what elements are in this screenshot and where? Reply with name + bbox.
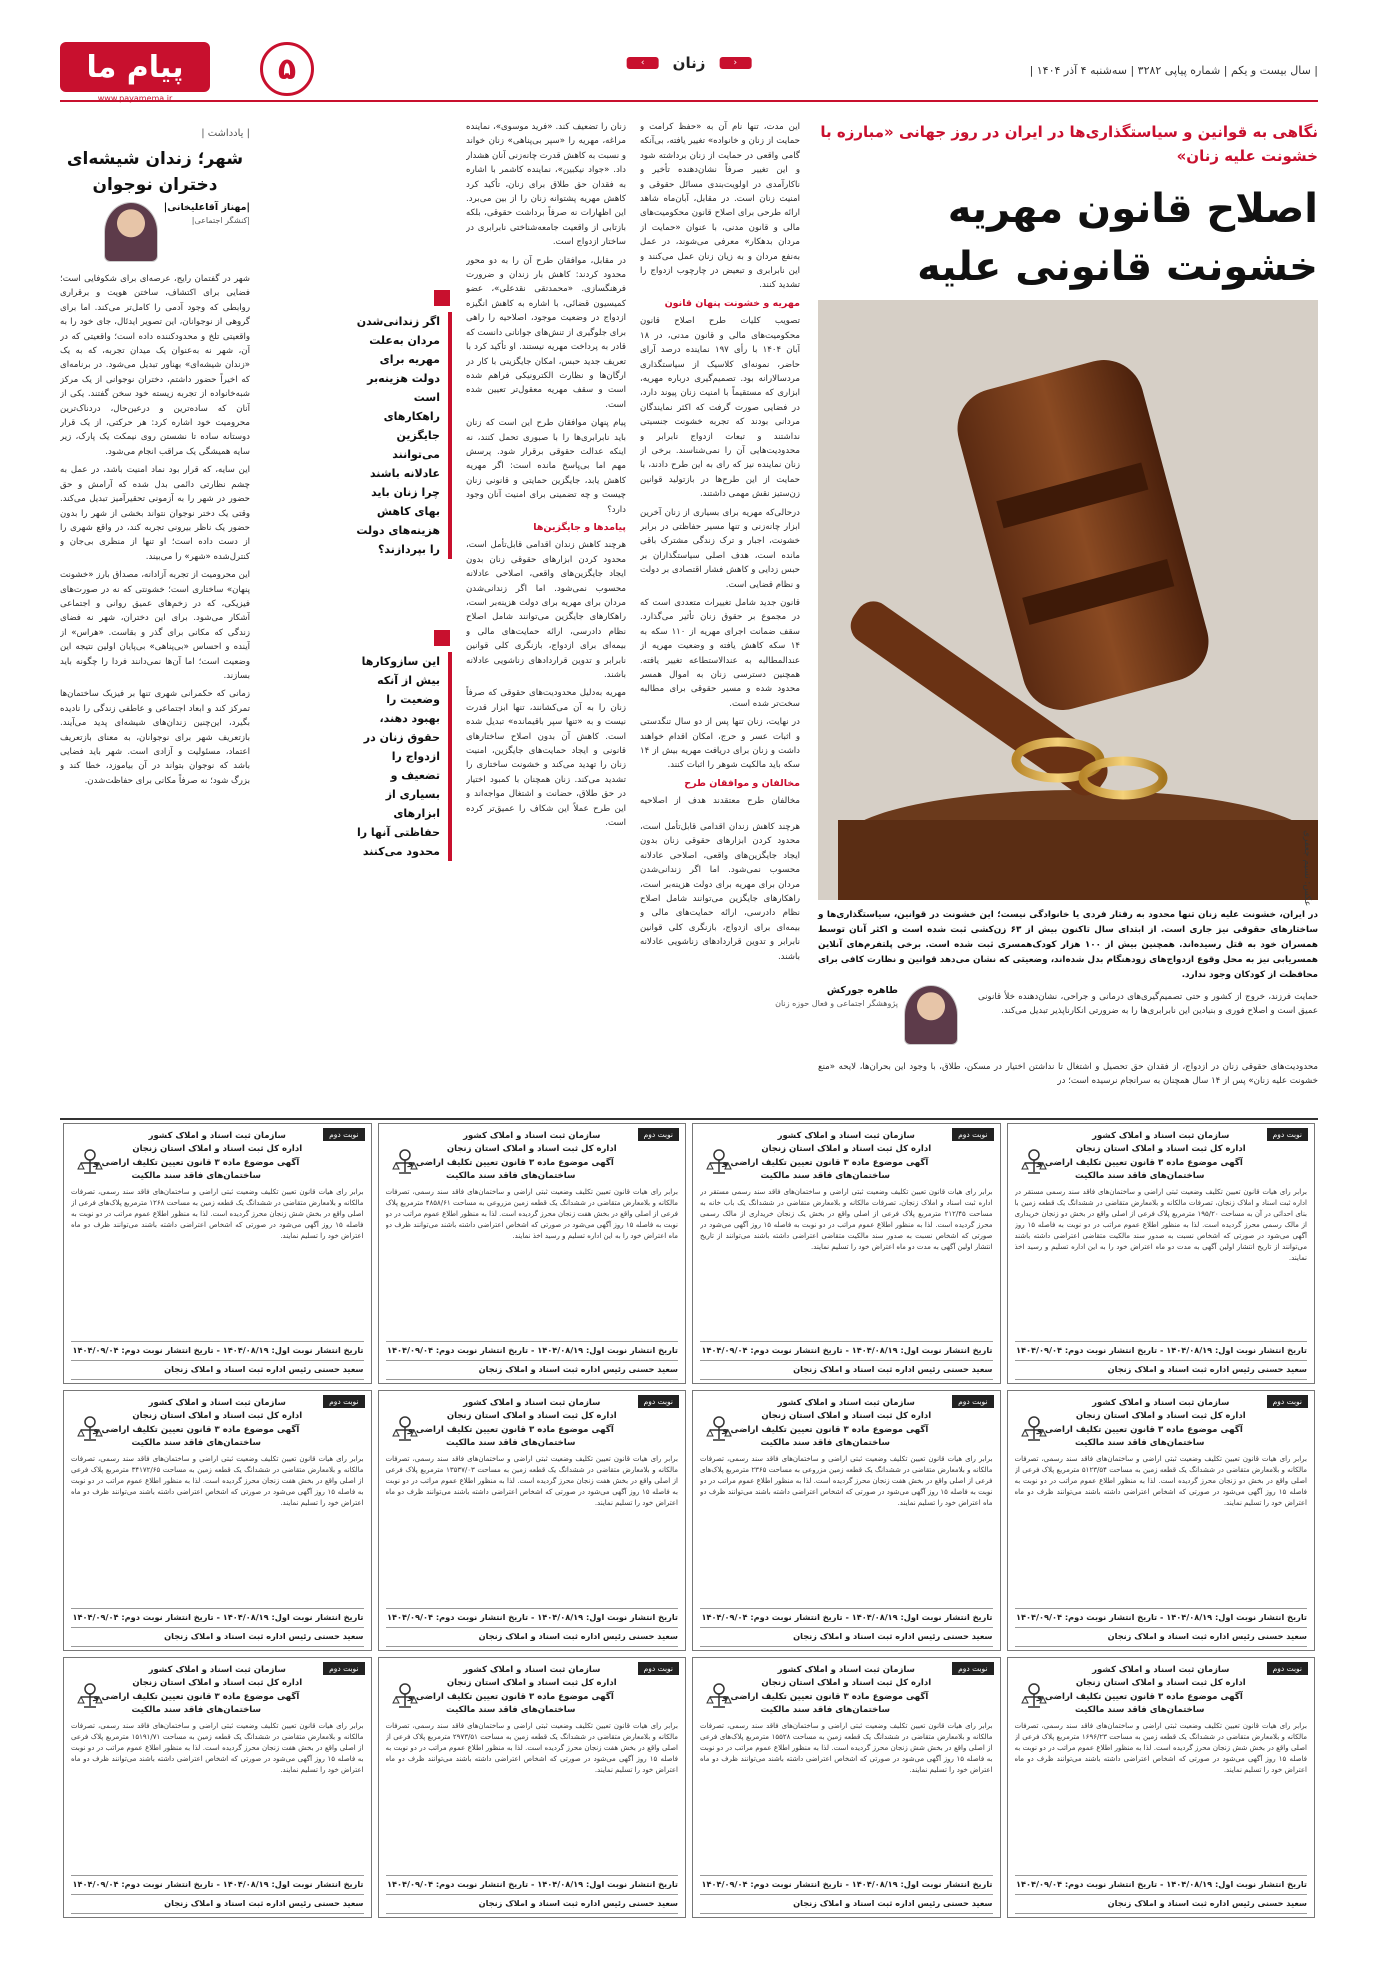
sidebar-body [60,272,250,1108]
ad-organization: سازمان ثبت اسناد و املاک کشور [148,1131,286,1141]
ad-organization: سازمان ثبت اسناد و املاک کشور [777,1398,915,1408]
ad-title: آگهی موضوع ماده ۳ قانون تعیین تکلیف اراضی و ساختمان‌های فاقد سند مالکیت [722,1425,929,1448]
ad-body: برابر رای هیات قانون تعیین تکلیف وضعیت ثبتی اراضی و ساختمان‌های فاقد سند رسمی مستقر در اداره ثبت اسناد و املاک زنجان، تصرفات مالکانه و بلامعارض متقاضی در ششدانگ یک قطعه زمین با بنای احداثی در آن به مساحت ۱۹۵/۲۰ مترمربع پلاک فرعی از اصلی واقع در بخش دو زنجان خریداری از مالک رسمی محرز گردیده است. لذا به منظور اطلاع عموم مراتب در دو نوبت به فاصله ۱۵ روز آگهی می‌شود در صورتی که اشخاص نسبت به صدور سند مالکیت متقاضی اعتراضی داشته باشند می‌توانند از تاریخ انتشار اولین آگهی به مدت دو ماه اعتراض خود را به این اداره تسلیم و رسید اخذ نمایند. [1014,1188,1307,1262]
sidebar-tag: | یادداشت | [201,128,250,139]
ad-body: برابر رای هیات قانون تعیین تکلیف وضعیت ثبتی اراضی و ساختمان‌های فاقد سند رسمی، تصرفات مالکانه و بلامعارض متقاضی در ششدانگ یک قطعه زمین به مساحت ۵۱۲۳/۵۴ مترمربع پلاک فرعی از اصلی واقع در بخش دو زنجان محرز گردیده است. لذا به منظور اطلاع عموم مراتب در دو نوبت به فاصله ۱۵ روز آگهی می‌شود در صورتی که اشخاص اعتراضی داشته باشند می‌توانند ظرف دو ماه اعتراض خود را تسلیم نمایند. [1014,1455,1307,1507]
legal-ad [63,1390,372,1651]
ad-office: اداره کل ثبت اسناد و املاک استان زنجان [761,1411,932,1421]
ad-body: برابر رای هیات قانون تعیین تکلیف وضعیت ثبتی اراضی و ساختمان‌های فاقد سند رسمی، تصرفات مالکانه و بلامعارض متقاضی در ششدانگ یک قطعه زمین به مساحت ۱۶۹۶/۲۳ مترمربع پلاک فرعی از اصلی واقع در بخش شش زنجان محرز گردیده است. لذا به منظور اطلاع عموم مراتب در دو نوبت به فاصله ۱۵ روز آگهی می‌شود در صورتی که اشخاص اعتراضی داشته باشند می‌توانند ظرف دو ماه اعتراض خود را تسلیم نمایند. [1014,1722,1307,1774]
judiciary-emblem-icon [72,1142,108,1178]
legal-ad [692,1123,1001,1384]
ad-code [1015,1913,1308,1918]
judiciary-emblem-icon [387,1409,423,1445]
ad-dates: تاریخ انتشار نوبت اول: ۱۴۰۴/۰۸/۱۹ - تاریخ انتشار نوبت دوم: ۱۴۰۴/۰۹/۰۴ [71,1341,364,1356]
ad-signer: سعید حسنی رئیس اداره ثبت اسناد و املاک زنجان [386,1627,679,1642]
ad-organization: سازمان ثبت اسناد و املاک کشور [1092,1398,1230,1408]
sidebar-title: شهر؛ زندان شیشه‌ای دختران نوجوان [66,149,244,195]
judiciary-emblem-icon [387,1676,423,1712]
judiciary-emblem-icon [72,1676,108,1712]
ad-badge: نوبت دوم [638,1662,679,1675]
article-column-1-continued [640,820,800,1110]
legal-ad [378,1390,687,1651]
ad-body: برابر رای هیات قانون تعیین تکلیف وضعیت ثبتی اراضی و ساختمان‌های فاقد سند رسمی، تصرفات مالکانه و بلامعارض متقاضی در ششدانگ یک قطعه زمین به مساحت ۳۴۱۷۲/۶۵ مترمربع پلاک فرعی از اصلی واقع در بخش هفت زنجان محرز گردیده است. لذا به منظور اطلاع عموم مراتب در دو نوبت به فاصله ۱۵ روز آگهی می‌شود در صورتی که اشخاص اعتراضی داشته باشند می‌توانند ظرف دو ماه اعتراض خود را تسلیم نمایند. [71,1455,364,1507]
pull-quote-marker [434,630,450,646]
masthead [60,42,1318,102]
logo-text: پیام ما [86,49,184,85]
ad-body: برابر رای هیات قانون تعیین تکلیف وضعیت ثبتی اراضی و ساختمان‌های فاقد سند رسمی، تصرفات مالکانه و بلامعارض متقاضی در ششدانگ یک قطعه زمین به مساحت ۱۵۵۲۸ مترمربع پلاک‌های فرعی از اصلی واقع در بخش شش زنجان محرز گردیده است. لذا به منظور اطلاع عموم مراتب در دو نوبت به فاصله ۱۵ روز آگهی می‌شود در صورتی که اشخاص اعتراضی داشته باشند می‌توانند ظرف دو ماه اعتراض خود را تسلیم نمایند. [700,1722,993,1774]
judiciary-emblem-icon [1016,1142,1052,1178]
article-paragraph: هرچند کاهش زندان اقدامی قابل‌تأمل است، محدود کردن ابزارهای حقوقی زنان بدون ایجاد جایگزین‌های واقعی، اصلاحی عادلانه محسوب نمی‌شود. اما اگر زندانی‌شدن مردان برای مهریه برای دولت هزینه‌بر است، راهکارهای جایگزین می‌توانند شامل اصلاح نظام دادرسی، ارائه حمایت‌های مالی و بیمه‌ای برای ازدواج، بازنگری کلی قوانین نابرابر و تدوین قراردادهای زناشویی عادلانه باشند. [466,540,626,681]
article-column-2 [466,120,626,1110]
ad-body: برابر رای هیات قانون تعیین تکلیف وضعیت ثبتی اراضی و ساختمان‌های فاقد سند رسمی، تصرفات مالکانه و بلامعارض متقاضی در ششدانگ یک قطعه زمین مزروعی به مساحت ۴۸۵۸/۶۱ مترمربع پلاک فرعی از اصلی واقع در بخش هفت زنجان محرز گردیده است. لذا به منظور اطلاع عموم مراتب در دو نوبت به فاصله ۱۵ روز آگهی می‌شود در صورتی که اشخاص اعتراضی داشته باشند می‌توانند ظرف دو ماه اعتراض خود را به این اداره تسلیم و رسید اخذ نمایند. [385,1188,678,1240]
article-kicker: نگاهی به قوانین و سیاستگذاری‌ها در ایران در روز جهانی «مبارزه با خشونت علیه زنان» [820,123,1318,165]
ad-dates: تاریخ انتشار نوبت اول: ۱۴۰۴/۰۸/۱۹ - تاریخ انتشار نوبت دوم: ۱۴۰۴/۰۹/۰۴ [700,1875,993,1890]
ad-office: اداره کل ثبت اسناد و املاک استان زنجان [1075,1144,1246,1154]
article-paragraph: تصویب کلیات طرح اصلاح قانون محکومیت‌های مالی و قانون مدنی، در ۱۸ آبان ۱۴۰۴ با رأی ۱۹۷ نماینده درصد آرای حاضر، نمونه‌ای کلاسیک از سیاستگذاری مردسالارانه بود. تصمیم‌گیری درباره مهریه، ابزاری که مستقیماً با امنیت زنان پیوند دارد، در فضایی صورت گرفت که اکثر نمایندگان مردانی بودند که تجربه خشونت جنسیتی نداشتند و تبعات ازدواج نابرابر و محدودیت‌هایی آن را نمی‌شناسند. برخی از زنان نماینده نیز که رای به این طرح دادند، با حمایت از این طرح‌ها در بازتولید قوانین زن‌ستیز نقش مهمی داشتند. [640,316,800,500]
article-paragraph: این مدت، تنها نام آن به «حفظ کرامت و حمایت از زنان و خانواده» تغییر یافته، بی‌آنکه گامی واقعی در حمایت از زنان برداشته شود و این تغییر صرفاً نشان‌دهنده تأخیر و ناکارآمدی در اولویت‌بندی مسائل حقوقی و امنیت زنان است. در مقابل، آبان‌ماه شاهد ارائه طرحی برای اصلاح قانون محکومیت‌های مالی و قانون مدنی، با عنوان «حمایت از مردان بدهکار» معرفی می‌شوند، در عمل به‌نفع مردان و به زیان زنان عمل می‌کنند و این نابرابری و تبعیض در چارچوب ازدواج را تشدید کنند. [640,122,800,291]
author-name: |مهناز آقاعلیخانی| [163,202,250,213]
page-number: ۵ [260,42,314,96]
ad-dates: تاریخ انتشار نوبت اول: ۱۴۰۴/۰۸/۱۹ - تاریخ انتشار نوبت دوم: ۱۴۰۴/۰۹/۰۴ [1015,1608,1308,1623]
ad-body: برابر رای هیات قانون تعیین تکلیف وضعیت ثبتی اراضی و ساختمان‌های فاقد سند رسمی، تصرفات مالکانه و بلامعارض متقاضی در ششدانگ یک قطعه زمین مزروعی به مساحت ۲۳۶۵ مترمربع پلاک‌های فرعی از اصلی واقع در بخش هفت زنجان محرز گردیده است. لذا به منظور اطلاع عموم مراتب در دو نوبت به فاصله ۱۵ روز آگهی می‌شود در صورتی که اشخاص اعتراضی داشته باشند می‌توانند ظرف دو ماه اعتراض خود را تسلیم نمایند. [700,1455,993,1507]
ad-dates: تاریخ انتشار نوبت اول: ۱۴۰۴/۰۸/۱۹ - تاریخ انتشار نوبت دوم: ۱۴۰۴/۰۹/۰۴ [700,1608,993,1623]
ad-organization: سازمان ثبت اسناد و املاک کشور [1092,1131,1230,1141]
ad-organization: سازمان ثبت اسناد و املاک کشور [777,1131,915,1141]
ad-code [71,1379,364,1384]
section-header [627,54,752,72]
ad-office: اداره کل ثبت اسناد و املاک استان زنجان [761,1678,932,1688]
ad-office: اداره کل ثبت اسناد و املاک استان زنجان [446,1411,617,1421]
ad-signer: سعید حسنی رئیس اداره ثبت اسناد و املاک زنجان [700,1360,993,1375]
sidebar-author [104,202,250,262]
ad-code [71,1646,364,1651]
article-column-1 [640,120,800,810]
article-paragraph: مهریه به‌دلیل محدودیت‌های حقوقی که صرفاً زنان را به آن می‌کشانند، تنها ابزار قدرت نیست و به «تنها سپر باقیمانده» تبدیل شده است. کاهش آن بدون اصلاح ساختارهای قانونی و ایجاد حمایت‌های جایگزین، امنیت زنان را تهدید می‌کند و خشونت ساختاری را تشدید می‌کند. زنان همچنان با کمبود اختیار در حق طلاق، حضانت و اشتغال مواجه‌اند و این طرح عملاً این شکاف را عمیق‌تر کرده است. [466,688,626,829]
ad-badge: نوبت دوم [1267,1395,1308,1408]
ad-code [700,1646,993,1651]
ad-office: اداره کل ثبت اسناد و املاک استان زنجان [761,1144,932,1154]
ad-signer: سعید حسنی رئیس اداره ثبت اسناد و املاک زنجان [700,1627,993,1642]
subheading-mahriyeh: مهریه و خشونت پنهان قانون [664,297,800,309]
ad-title: آگهی موضوع ماده ۳ قانون تعیین تکلیف اراضی و ساختمان‌های فاقد سند مالکیت [1036,1425,1243,1448]
legal-ad [692,1390,1001,1651]
photo-credit: عکس: نسیم جعفری [1302,830,1312,907]
ad-dates: تاریخ انتشار نوبت اول: ۱۴۰۴/۰۸/۱۹ - تاریخ انتشار نوبت دوم: ۱۴۰۴/۰۹/۰۴ [71,1875,364,1890]
article-paragraph: قانون جدید شامل تغییرات متعددی است که در مجموع بر حقوق زنان تأثیر می‌گذارد. سقف ضمانت اجرای مهریه از ۱۱۰ سکه به ۱۴ سکه کاهش یافته و وضعیت مهریه از عندالمطالبه به عندالاستطاعه تغییر یافته. همچنین دسترسی زنان به اموال همسر محدود شده و مسیر حقوقی برای مطالبه سخت‌تر شده است. [640,598,800,709]
ad-signer: سعید حسنی رئیس اداره ثبت اسناد و املاک زنجان [700,1894,993,1909]
ad-signer: سعید حسنی رئیس اداره ثبت اسناد و املاک زنجان [1015,1894,1308,1909]
sidebar-paragraph: زمانی که حکمرانی شهری تنها بر فیزیک ساختمان‌ها تمرکز کند و ابعاد اجتماعی و عاطفی زندگی را نادیده بگیرد، این‌چنین زندان‌های شیشه‌ای پدید می‌آیند. بازتعریف شهر برای نوجوانان، به معنای بازتعریف اعتماد، مسئولیت و آزادی است. شهر باید فضایی باشد که نوجوان بتواند در آن بیاموزد، خطا کند و بزرگ شود؛ نه صرفاً مکانی برای حفاظت‌شدن. [60,689,250,786]
section-name: زنان [672,54,706,72]
ad-signer: سعید حسنی رئیس اداره ثبت اسناد و املاک زنجان [1015,1360,1308,1375]
gavel-rings-photo [818,300,1318,900]
photo-caption: در ایران، خشونت علیه زنان تنها محدود به رفتار فردی یا خانوادگی نیست؛ این خشونت در قوانین، سیاستگذاری‌ها و ساختارهای حقوقی نیز جاری است. از ابتدای سال تاکنون بیش از ۶۳ زن‌کشی ثبت شده است و اکثر آنان توسط همسران خود به قتل رسیده‌اند. همچنین بیش از ۱۰۰ هزار کودک‌همسری ثبت شده است. برخی پلتفرم‌های آنلاین همسریابی نیز به محل وقوع ازدواج‌های زودهنگام بدل شده‌اند، وضعیتی که نشان می‌دهد قوانین و نظارت کافی برای محافظت از کودکان وجود ندارد. [817,910,1318,980]
ad-title: آگهی موضوع ماده ۳ قانون تعیین تکلیف اراضی و ساختمان‌های فاقد سند مالکیت [407,1158,614,1181]
subheading-consequences: پیامدها و جایگزین‌ها [533,521,626,533]
legal-ad [1007,1390,1316,1651]
judiciary-emblem-icon [1016,1409,1052,1445]
legal-ad [63,1123,372,1384]
ad-dates: تاریخ انتشار نوبت اول: ۱۴۰۴/۰۸/۱۹ - تاریخ انتشار نوبت دوم: ۱۴۰۴/۰۹/۰۴ [71,1608,364,1623]
second-author [775,985,958,1045]
sidebar-paragraph: شهر در گفتمان رایج، عرصه‌ای برای شکوفایی است؛ فضایی برای اکتشاف، ساختن هویت و برقراری روابطی که وجود آدمی را کامل‌تر می‌کند. اما برای گروهی از نوجوانان، این تصویر ایدئال، جای خود را به واقعیتی تلخ و محدودکننده داده است؛ واقعیتی که در آن، شهر نه به‌عنوان یک میدان تجربه، که به یک «زندان شیشه‌ای» بهناور تبدیل می‌شود. در برنامه‌ای که اخیراً حضور داشتم، دختران نوجوانی از یک مرکز شبه‌خانواده از تجربه زیسته خود سخن گفتند. یکی از آنان که ساده‌ترین و درعین‌حال، دردناک‌ترین محرومیت خود اشاره کرد: هر حرکتی، از یک قرار دوستانه ساده تا نشستن روی نیمکت یک پارک، زیر سایه همیشگی یک مراقب انجام می‌شود. [60,274,250,457]
ad-signer: سعید حسنی رئیس اداره ثبت اسناد و املاک زنجان [71,1627,364,1642]
legal-ad [1007,1657,1316,1918]
ad-code [1015,1646,1308,1651]
ad-title: آگهی موضوع ماده ۳ قانون تعیین تکلیف اراضی و ساختمان‌های فاقد سند مالکیت [722,1692,929,1715]
ad-code [71,1913,364,1918]
avatar [904,985,958,1045]
ad-office: اداره کل ثبت اسناد و املاک استان زنجان [446,1678,617,1688]
ad-office: اداره کل ثبت اسناد و املاک استان زنجان [1075,1678,1246,1688]
ad-organization: سازمان ثبت اسناد و املاک کشور [1092,1665,1230,1675]
ad-office: اداره کل ثبت اسناد و املاک استان زنجان [1075,1411,1246,1421]
sidebar-paragraph: این محرومیت از تجربه آزادانه، مصداق بارز «خشونت پنهان» ساختاری است؛ خشونتی که نه در صورت‌های فیزیکی، که در زخم‌های عمیق روانی و اجتماعی آشکار می‌شود. برای این دختران، شهر نه فضای زندگی که مکانی برای گذر و بقاست. «هراس» از آینده و احساس «بی‌پناهی» بی‌پایان اولین نتیجه این وضعیت است؛ اما آن‌ها نمی‌دانند فردا را چگونه باید بسازند. [60,570,250,681]
ad-badge: نوبت دوم [1267,1662,1308,1675]
ad-badge: نوبت دوم [323,1662,364,1675]
ad-office: اداره کل ثبت اسناد و املاک استان زنجان [132,1144,303,1154]
ad-code [386,1379,679,1384]
ad-signer: سعید حسنی رئیس اداره ثبت اسناد و املاک زنجان [71,1894,364,1909]
newspaper-logo[interactable] [60,42,210,92]
article-headline: اصلاح قانون مهریه خشونت قانونی علیه [917,186,1318,290]
ad-signer: سعید حسنی رئیس اداره ثبت اسناد و املاک زنجان [1015,1627,1308,1642]
judiciary-emblem-icon [1016,1676,1052,1712]
ad-body: برابر رای هیات قانون تعیین تکلیف وضعیت ثبتی اراضی و ساختمان‌های فاقد سند رسمی، تصرفات مالکانه و بلامعارض متقاضی در ششدانگ یک قطعه زمین به مساحت ۱۳۵۳۷/۰۳ مترمربع پلاک فرعی از اصلی واقع در بخش هفت زنجان محرز گردیده است. لذا به منظور اطلاع عموم مراتب در دو نوبت به فاصله ۱۵ روز آگهی می‌شود در صورتی که اشخاص اعتراضی داشته باشند می‌توانند ظرف دو ماه اعتراض خود را تسلیم نمایند. [385,1455,678,1507]
ad-title: آگهی موضوع ماده ۳ قانون تعیین تکلیف اراضی و ساختمان‌های فاقد سند مالکیت [93,1692,300,1715]
article-paragraph: درحالی‌که مهریه برای بسیاری از زنان آخرین ابزار چانه‌زنی و تنها مسیر حفاظتی در برابر خشونت، اجبار و ترک زندگی مشترک باقی مانده است، هدف اصلی سیاستگذاران بر حبس زدایی و کاهش فشار اقتصادی بر دولت و نظام قضایی است. [640,507,800,590]
ad-title: آگهی موضوع ماده ۳ قانون تعیین تکلیف اراضی و ساختمان‌های فاقد سند مالکیت [722,1158,929,1181]
avatar [104,202,158,262]
ad-title: آگهی موضوع ماده ۳ قانون تعیین تکلیف اراضی و ساختمان‌های فاقد سند مالکیت [1036,1158,1243,1181]
ad-code [386,1646,679,1651]
ad-dates: تاریخ انتشار نوبت اول: ۱۴۰۴/۰۸/۱۹ - تاریخ انتشار نوبت دوم: ۱۴۰۴/۰۹/۰۴ [386,1875,679,1890]
ad-body: برابر رای هیات قانون تعیین تکلیف وضعیت ثبتی اراضی و ساختمان‌های فاقد سند رسمی، تصرفات مالکانه و بلامعارض متقاضی در ششدانگ یک قطعه زمین به مساحت ۲۹۷۳/۵۱ مترمربع پلاک فرعی از اصلی واقع در بخش هفت زنجان محرز گردیده است. لذا به منظور اطلاع عموم مراتب در دو نوبت به فاصله ۱۵ روز آگهی می‌شود در صورتی که اشخاص اعتراضی داشته باشند می‌توانند ظرف دو ماه اعتراض خود را تسلیم نمایند. [385,1722,678,1774]
prev-section-arrow-icon[interactable]: ‹ [719,57,751,69]
next-section-arrow-icon[interactable]: › [627,57,659,69]
pull-quote-1: اگر زندانی‌شدن مردان به‌علت مهریه برای دولت هزینه‌بر است راهکارهای جایگزین می‌توانند عادلانه باشند چرا زنان باید بهای کاهش هزینه‌های دولت را بپردازند؟ [356,312,452,559]
gavel-illustration [818,300,1318,900]
ad-title: آگهی موضوع ماده ۳ قانون تعیین تکلیف اراضی و ساختمان‌های فاقد سند مالکیت [407,1692,614,1715]
judiciary-emblem-icon [701,1409,737,1445]
ad-office: اداره کل ثبت اسناد و املاک استان زنجان [446,1144,617,1154]
ad-organization: سازمان ثبت اسناد و املاک کشور [777,1665,915,1675]
article-paragraph: هرچند کاهش زندان اقدامی قابل‌تأمل است، محدود کردن ابزارهای حقوقی زنان بدون ایجاد جایگزین‌های واقعی، اصلاحی عادلانه محسوب نمی‌شود. اما اگر زندانی‌شدن مردان برای مهریه برای دولت هزینه‌بر است، راهکارهای جایگزین می‌توانند شامل اصلاح نظام دادرسی، ارائه حمایت‌های مالی و بیمه‌ای برای ازدواج، بازنگری کلی قوانین نابرابر و تدوین قراردادهای زناشویی عادلانه باشند. [640,822,800,962]
ad-code [700,1379,993,1384]
ad-badge: نوبت دوم [952,1662,993,1675]
ad-code [1015,1379,1308,1384]
pull-quote-marker [434,290,450,306]
legal-ads-grid [60,1118,1318,1921]
ad-badge: نوبت دوم [952,1128,993,1141]
ad-organization: سازمان ثبت اسناد و املاک کشور [148,1398,286,1408]
ad-title: آگهی موضوع ماده ۳ قانون تعیین تکلیف اراضی و ساختمان‌های فاقد سند مالکیت [407,1425,614,1448]
ad-badge: نوبت دوم [638,1128,679,1141]
ad-office: اداره کل ثبت اسناد و املاک استان زنجان [132,1411,303,1421]
ad-organization: سازمان ثبت اسناد و املاک کشور [463,1131,601,1141]
ad-dates: تاریخ انتشار نوبت اول: ۱۴۰۴/۰۸/۱۹ - تاریخ انتشار نوبت دوم: ۱۴۰۴/۰۹/۰۴ [1015,1875,1308,1890]
author-name: طاهره جورکش [826,985,898,996]
legal-ad [63,1657,372,1918]
second-author-text-2: محدودیت‌های حقوقی زنان در ازدواج، از فقدان حق تحصیل و اشتغال تا نداشتن اختیار در مسکن، طلاق، با وجود این بحران‌ها، لایحه «منع خشونت علیه زنان» پس از ۱۴ سال همچنان به سرانجام نرسیده است؛ در [818,1062,1318,1087]
ad-badge: نوبت دوم [323,1395,364,1408]
judiciary-emblem-icon [701,1676,737,1712]
article-paragraph: در مقابل، موافقان طرح آن را به دو محور محدود کردند: کاهش بار زندان و ضرورت فرهنگسازی. «محمدتقی نقدعلی»، عضو کمیسیون قضائی، با اشاره به کاهش انگیزه ازدواج در وضعیت موجود، اصلاحیه را راهی برای جلوگیری از تنش‌های جوانانی دانست که قادر به پرداخت مهریه نیستند. او تأکید کرد با تعریف جدید حبس، امکان جایگزینی با کار در ارگان‌ها و نظارت الکترونیکی فراهم شده است و سقف مهریه معقول‌تر تعیین شده است. [466,255,626,410]
article-paragraph: زنان را تضعیف کند. «فرید موسوی»، نماینده مراغه، مهریه را «سپر بی‌پناهی» زنان خواند و نسبت به کاهش قدرت چانه‌زنی آنان هشدار داد. «جواد نیکبین»، نماینده کاشمر با اشاره به فقدان حق طلاق برای زنان، تأکید کرد کاهش مهریه پشتوانه زنان را از بین می‌برد. این اظهارات نه صرفاً برداشت حقوقی، بلکه بازتابی از واقعیت جامعه‌شناختی نابرابری در ساختار ازدواج است. [466,122,626,248]
ad-dates: تاریخ انتشار نوبت اول: ۱۴۰۴/۰۸/۱۹ - تاریخ انتشار نوبت دوم: ۱۴۰۴/۰۹/۰۴ [1015,1341,1308,1356]
ad-badge: نوبت دوم [638,1395,679,1408]
ad-badge: نوبت دوم [1267,1128,1308,1141]
ad-badge: نوبت دوم [323,1128,364,1141]
ad-dates: تاریخ انتشار نوبت اول: ۱۴۰۴/۰۸/۱۹ - تاریخ انتشار نوبت دوم: ۱۴۰۴/۰۹/۰۴ [386,1341,679,1356]
legal-ad [378,1657,687,1918]
ad-organization: سازمان ثبت اسناد و املاک کشور [463,1665,601,1675]
pull-quote-2: این سازوکارها بیش از آنکه وضعیت را بهبود دهند، حقوق زنان در ازدواج را تضعیف و بسیاری از ابزارهای حفاظتی آنها را محدود می‌کنند [356,652,452,861]
sidebar-paragraph: این سایه، که قرار بود نماد امنیت باشد، در عمل به چشم نظارتی دائمی بدل شده که آرامش و حق حضور در شهر را به آزمونی تحقیرآمیز تبدیل می‌کند. وقتی یک دختر نوجوان نتواند بخشی از شهر را بدون حضور یک ناظر بیرونی تجربه کند، در واقع شهری را از دست داده است؛ او تنها از منظری بی‌جان و کنترل‌شده «شهر» را می‌بیند. [60,465,250,562]
ad-signer: سعید حسنی رئیس اداره ثبت اسناد و املاک زنجان [386,1894,679,1909]
judiciary-emblem-icon [72,1409,108,1445]
ad-dates: تاریخ انتشار نوبت اول: ۱۴۰۴/۰۸/۱۹ - تاریخ انتشار نوبت دوم: ۱۴۰۴/۰۹/۰۴ [700,1341,993,1356]
legal-ad [378,1123,687,1384]
ad-body: برابر رای هیات قانون تعیین تکلیف وضعیت ثبتی اراضی و ساختمان‌های فاقد سند رسمی، تصرفات مالکانه و بلامعارض متقاضی در ششدانگ یک قطعه زمین به مساحت ۱۲۶۸ مترمربع پلاک‌های فرعی از اصلی واقع در بخش شش زنجان محرز گردیده است. لذا به منظور اطلاع عموم مراتب در دو نوبت به فاصله ۱۵ روز آگهی می‌شود در صورتی که اشخاص اعتراضی داشته باشند می‌توانند ظرف دو ماه اعتراض خود را تسلیم نمایند. [71,1188,364,1240]
ad-title: آگهی موضوع ماده ۳ قانون تعیین تکلیف اراضی و ساختمان‌های فاقد سند مالکیت [93,1425,300,1448]
ad-office: اداره کل ثبت اسناد و املاک استان زنجان [132,1678,303,1688]
article-paragraph: در نهایت، زنان تنها پس از دو سال تنگدستی و اثبات عسر و حرج، امکان اقدام خواهند داشت و زنان برای دریافت مهریه بیش از ۱۴ سکه باید مالکیت شوهر را اثبات کنند. [640,717,800,771]
legal-ad [692,1657,1001,1918]
ad-organization: سازمان ثبت اسناد و املاک کشور [463,1398,601,1408]
ad-body: برابر رای هیات قانون تعیین تکلیف وضعیت ثبتی اراضی و ساختمان‌های فاقد سند رسمی مستقر در اداره ثبت اسناد و املاک زنجان، تصرفات مالکانه و بلامعارض متقاضی در ششدانگ یک باب خانه به مساحت ۲۱۲/۴۵ مترمربع پلاک فرعی از اصلی واقع در بخش یک زنجان خریداری از مالک رسمی محرز گردیده است. لذا به منظور اطلاع عموم مراتب در دو نوبت به فاصله ۱۵ روز آگهی می‌شود در صورتی که اشخاص نسبت به صدور سند مالکیت متقاضی اعتراضی داشته باشند می‌توانند از تاریخ انتشار اولین آگهی به مدت دو ماه اعتراض خود را تسلیم نمایند. [700,1188,993,1251]
ad-code [700,1913,993,1918]
author-role: |کنشگر اجتماعی| [191,216,250,225]
article-paragraph: مخالفان طرح معتقدند هدف از اصلاحیه [640,796,800,807]
ad-dates: تاریخ انتشار نوبت اول: ۱۴۰۴/۰۸/۱۹ - تاریخ انتشار نوبت دوم: ۱۴۰۴/۰۹/۰۴ [386,1608,679,1623]
ad-code [386,1913,679,1918]
legal-ad [1007,1123,1316,1384]
ad-signer: سعید حسنی رئیس اداره ثبت اسناد و املاک زنجان [386,1360,679,1375]
ad-signer: سعید حسنی رئیس اداره ثبت اسناد و املاک زنجان [71,1360,364,1375]
ad-badge: نوبت دوم [952,1395,993,1408]
subheading-opponents: مخالفان و موافقان طرح [684,777,800,789]
issue-info: | سال بیست و یکم | شماره پیاپی ۳۲۸۲ | سه‌شنبه ۴ آذر ۱۴۰۴ | [1029,64,1318,77]
second-author-text: حمایت فرزند، خروج از کشور و حتی تصمیم‌گیری‌های درمانی و جراحی، نشان‌دهنده خلأ قانونی عمیق است و اصلاح فوری و بنیادین این نابرابری‌ها را به ضرورتی انکارناپذیر تبدیل می‌کند. [978,992,1318,1017]
article-paragraph: پیام پنهان موافقان طرح این است که زنان باید نابرابری‌ها را با صبوری تحمل کنند، نه اینکه عدالت حقوقی برقرار شود. پرسش مهم اما بی‌پاسخ مانده است: اگر مهریه کاهش یابد، جایگزین حمایتی و قانونی زنان چیست و چه تضمینی برای امنیت آنان وجود دارد؟ [466,418,626,515]
judiciary-emblem-icon [701,1142,737,1178]
logo-url: www.payamema.ir [97,94,173,103]
ad-organization: سازمان ثبت اسناد و املاک کشور [148,1665,286,1675]
judiciary-emblem-icon [387,1142,423,1178]
ad-title: آگهی موضوع ماده ۳ قانون تعیین تکلیف اراضی و ساختمان‌های فاقد سند مالکیت [93,1158,300,1181]
ad-body: برابر رای هیات قانون تعیین تکلیف وضعیت ثبتی اراضی و ساختمان‌های فاقد سند رسمی، تصرفات مالکانه و بلامعارض متقاضی در ششدانگ یک قطعه زمین به مساحت ۱۵۱۹۱/۷۱ مترمربع پلاک فرعی از اصلی واقع در بخش هفت زنجان محرز گردیده است. لذا به منظور اطلاع عموم مراتب در دو نوبت به فاصله ۱۵ روز آگهی می‌شود در صورتی که اشخاص اعتراضی داشته باشند می‌توانند ظرف دو ماه اعتراض خود را تسلیم نمایند. [71,1722,364,1774]
author-role: پژوهشگر اجتماعی و فعال حوزه زنان [775,999,898,1008]
ad-title: آگهی موضوع ماده ۳ قانون تعیین تکلیف اراضی و ساختمان‌های فاقد سند مالکیت [1036,1692,1243,1715]
